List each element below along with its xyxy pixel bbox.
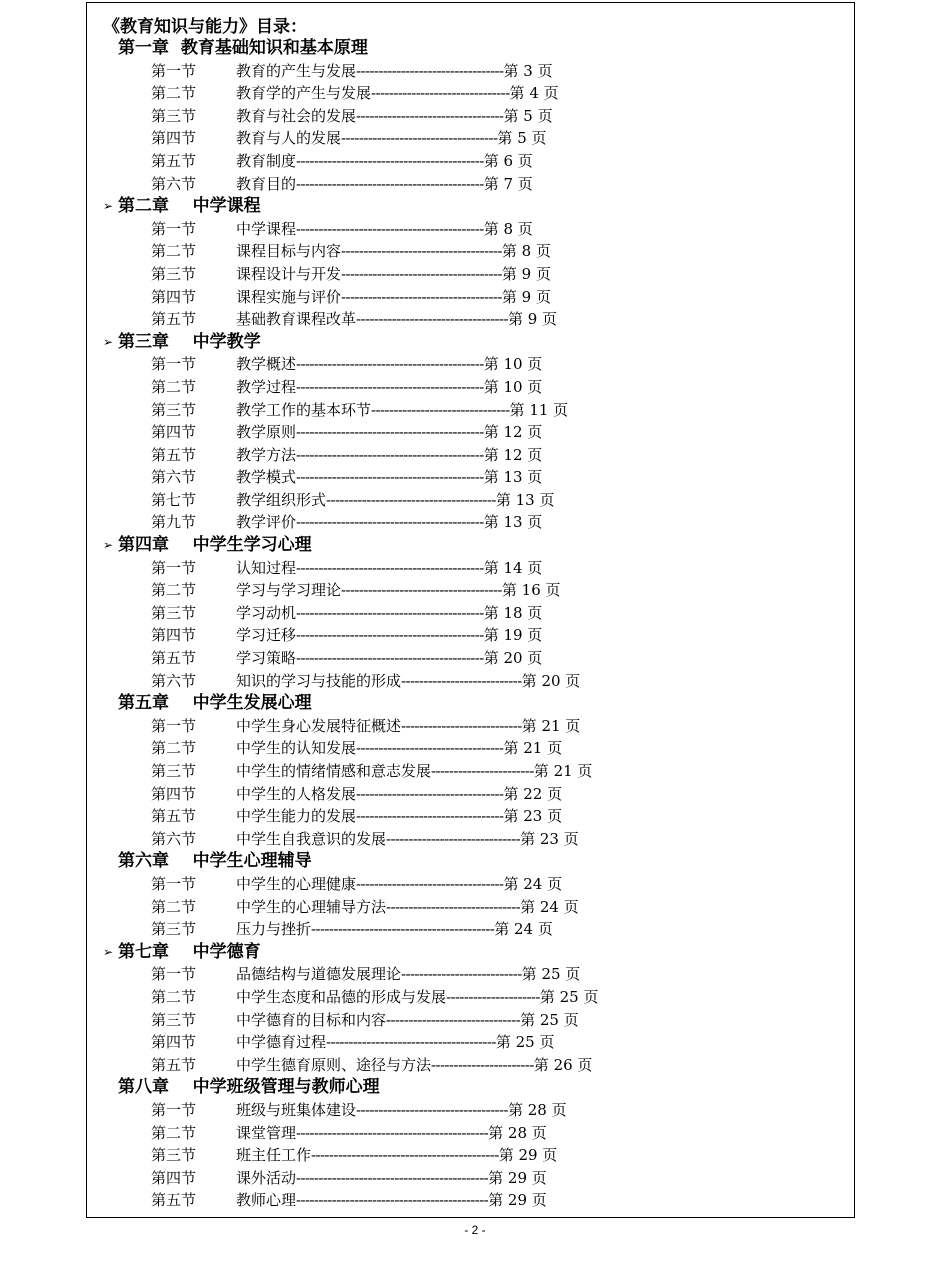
section-title: 中学生态度和品德的形成与发展 xyxy=(236,987,447,1006)
section-number: 第一节 xyxy=(151,355,197,374)
dot-leader: ------------------------------------ xyxy=(341,264,502,283)
dot-leader: ----------------------- xyxy=(431,1055,534,1074)
toc-entry[interactable] xyxy=(0,1099,950,1122)
page-reference: 第 6 页 xyxy=(483,151,533,170)
section-title: 中学生能力的发展 xyxy=(236,807,357,826)
section-title: 学习迁移 xyxy=(236,626,297,645)
section-number: 第三节 xyxy=(151,1146,197,1165)
dot-leader: ----------------------------------- xyxy=(341,129,498,148)
section-number: 第一节 xyxy=(151,965,197,984)
page-number: - 2 - xyxy=(464,1223,486,1237)
section-title: 教育的产生与发展 xyxy=(236,61,357,80)
section-title: 学习策略 xyxy=(236,649,297,668)
dot-leader: ------------------------------------------ xyxy=(296,377,484,396)
section-title: 教学过程 xyxy=(236,377,297,396)
dot-leader: --------------------------------- xyxy=(356,784,504,803)
chapter-heading[interactable] xyxy=(0,692,950,715)
page-reference: 第 7 页 xyxy=(483,174,533,193)
page-reference: 第 5 页 xyxy=(497,129,547,148)
toc-entry[interactable] xyxy=(0,376,950,399)
section-title: 中学生的人格发展 xyxy=(236,784,357,803)
section-number: 第六节 xyxy=(151,174,197,193)
section-title: 教学方法 xyxy=(236,445,297,464)
section-number: 第五节 xyxy=(151,1191,197,1210)
section-number: 第一节 xyxy=(151,558,197,577)
toc-entry[interactable] xyxy=(0,986,950,1009)
dot-leader: ------------------------------------------ xyxy=(296,174,484,193)
section-title: 教育学的产生与发展 xyxy=(236,84,372,103)
toc-entry[interactable] xyxy=(0,1189,950,1212)
section-number: 第九节 xyxy=(151,513,197,532)
toc-entry[interactable] xyxy=(0,1167,950,1190)
section-title: 中学生德育原则、途径与方法 xyxy=(236,1055,432,1074)
toc-entry[interactable] xyxy=(0,918,950,941)
section-number: 第二节 xyxy=(151,739,197,758)
dot-leader: ------------------------------------ xyxy=(341,287,502,306)
dot-leader: -------------------------------------- xyxy=(326,1033,496,1052)
section-number: 第五节 xyxy=(151,445,197,464)
section-title: 中学生的情绪情感和意志发展 xyxy=(236,762,432,780)
toc-entry[interactable] xyxy=(0,670,950,693)
section-title: 课程设计与开发 xyxy=(236,264,342,283)
page-reference: 第 18 页 xyxy=(483,603,543,622)
dot-leader: ------------------------------ xyxy=(386,829,521,848)
toc-entry[interactable] xyxy=(0,489,950,512)
dot-leader: ------------------------------------------ xyxy=(296,219,484,238)
section-title: 教学概述 xyxy=(236,355,297,374)
section-title: 中学生的认知发展 xyxy=(236,739,357,758)
toc-entry[interactable] xyxy=(0,511,950,534)
page-reference: 第 24 页 xyxy=(494,920,553,939)
section-title: 教育目的 xyxy=(236,174,297,193)
section-number: 第三节 xyxy=(151,400,197,419)
dot-leader: ------------------------------------------- xyxy=(296,1191,489,1210)
section-title: 班级与班集体建设 xyxy=(236,1100,357,1119)
dot-leader: --------------------------------- xyxy=(356,874,504,893)
page-reference: 第 29 页 xyxy=(488,1191,547,1210)
page-reference: 第 13 页 xyxy=(483,468,543,487)
section-title: 中学生的心理辅导方法 xyxy=(236,897,387,916)
dot-leader: ------------------------------------ xyxy=(341,242,502,261)
toc-entry[interactable] xyxy=(0,828,950,851)
page-reference: 第 21 页 xyxy=(503,739,563,758)
section-title: 教育制度 xyxy=(236,151,297,170)
page-reference: 第 25 页 xyxy=(539,987,599,1006)
section-number: 第二节 xyxy=(151,581,197,600)
page-reference: 第 9 页 xyxy=(507,310,558,329)
page-reference: 第 14 页 xyxy=(483,558,543,577)
dot-leader: --------------------------- xyxy=(401,671,522,690)
page-reference: 第 29 页 xyxy=(488,1168,547,1187)
page-reference: 第 20 页 xyxy=(521,671,581,690)
chapter-title: 第一章 教育基础知识和基本原理 xyxy=(118,38,368,58)
page-reference: 第 8 页 xyxy=(483,219,533,238)
dot-leader: ------------------------------------------ xyxy=(311,1146,499,1165)
section-number: 第二节 xyxy=(151,987,197,1006)
toc-entry[interactable] xyxy=(0,1144,950,1167)
dot-leader: -------------------------------------- xyxy=(326,490,496,509)
page-reference: 第 12 页 xyxy=(483,445,543,464)
section-number: 第七节 xyxy=(151,490,197,509)
section-title: 知识的学习与技能的形成 xyxy=(236,671,402,690)
dot-leader: ------------------------------------------ xyxy=(296,445,484,464)
section-number: 第四节 xyxy=(151,1168,197,1187)
page-reference: 第 12 页 xyxy=(483,423,543,442)
section-number: 第一节 xyxy=(151,716,197,735)
section-number: 第三节 xyxy=(151,762,197,780)
page-reference: 第 29 页 xyxy=(498,1146,558,1165)
section-number: 第二节 xyxy=(151,242,197,261)
chapter-heading[interactable] xyxy=(0,195,950,218)
page-reference: 第 11 页 xyxy=(509,400,569,419)
page-reference: 第 23 页 xyxy=(503,807,563,826)
dot-leader: --------------------------- xyxy=(401,965,522,984)
toc-entry[interactable] xyxy=(0,173,950,196)
page-reference: 第 13 页 xyxy=(483,513,543,532)
page-reference: 第 25 页 xyxy=(521,965,581,984)
section-title: 教育与社会的发展 xyxy=(236,106,357,125)
dot-leader: ------------------------------------------ xyxy=(296,423,484,442)
page-reference: 第 19 页 xyxy=(483,626,543,645)
bullet-arrow-icon: ➢ xyxy=(103,944,114,959)
toc-entry[interactable] xyxy=(0,127,950,150)
dot-leader: ---------------------------------- xyxy=(356,1100,508,1119)
dot-leader: ------------------------------------------ xyxy=(296,513,484,532)
page-reference: 第 13 页 xyxy=(495,490,555,509)
section-title: 课外活动 xyxy=(236,1168,297,1187)
chapter-title: 第八章 中学班级管理与教师心理 xyxy=(118,1077,380,1098)
dot-leader: ------------------------------------------ xyxy=(296,558,484,577)
page-reference: 第 21 页 xyxy=(521,716,581,735)
page-reference: 第 21 页 xyxy=(533,762,593,780)
toc-entry[interactable] xyxy=(0,579,950,602)
section-number: 第六节 xyxy=(151,829,197,848)
dot-leader: ------------------------------------------ xyxy=(296,649,484,668)
chapter-heading[interactable] xyxy=(0,331,950,354)
toc-entry[interactable] xyxy=(0,805,950,828)
section-title: 教学原则 xyxy=(236,423,297,442)
toc-entry[interactable] xyxy=(0,873,950,896)
section-title: 教学工作的基本环节 xyxy=(236,400,372,419)
chapter-heading[interactable] xyxy=(0,941,950,964)
chapter-heading[interactable] xyxy=(0,37,950,60)
section-number: 第四节 xyxy=(151,129,197,148)
section-number: 第三节 xyxy=(151,1010,197,1029)
toc-entry[interactable] xyxy=(0,60,950,83)
toc-entry[interactable] xyxy=(0,1054,950,1077)
section-number: 第二节 xyxy=(151,377,197,396)
dot-leader: --------------------- xyxy=(446,987,540,1006)
toc-entry[interactable] xyxy=(0,1122,950,1145)
page-reference: 第 20 页 xyxy=(483,649,543,668)
dot-leader: ----------------------------------------- xyxy=(311,920,495,939)
section-title: 课堂管理 xyxy=(236,1123,297,1142)
page-reference: 第 26 页 xyxy=(533,1055,593,1074)
page-reference: 第 24 页 xyxy=(503,874,563,893)
page-reference: 第 16 页 xyxy=(501,581,561,600)
toc-entry[interactable] xyxy=(0,624,950,647)
toc-entry[interactable] xyxy=(0,1031,950,1054)
document-title: 《教育知识与能力》目录： xyxy=(103,17,307,37)
section-title: 学习动机 xyxy=(236,603,297,622)
section-title: 中学生的心理健康 xyxy=(236,874,357,893)
dot-leader: --------------------------------- xyxy=(356,739,504,758)
chapter-title: 第三章 中学教学 xyxy=(118,331,261,352)
section-number: 第六节 xyxy=(151,468,197,487)
toc-entry[interactable] xyxy=(0,444,950,467)
toc-entry[interactable] xyxy=(0,353,950,376)
toc-entry[interactable] xyxy=(0,602,950,625)
section-number: 第四节 xyxy=(151,423,197,442)
section-number: 第一节 xyxy=(151,219,197,238)
toc-entry[interactable] xyxy=(0,308,950,331)
dot-leader: --------------------------- xyxy=(401,716,522,735)
page-reference: 第 10 页 xyxy=(483,377,543,396)
page-reference: 第 24 页 xyxy=(520,897,579,916)
section-title: 压力与挫折 xyxy=(236,920,312,939)
toc-entry[interactable] xyxy=(0,557,950,580)
toc-entry[interactable] xyxy=(0,715,950,738)
section-title: 品德结构与道德发展理论 xyxy=(236,965,402,984)
chapter-heading[interactable] xyxy=(0,534,950,557)
section-title: 教学组织形式 xyxy=(236,490,327,509)
chapter-heading[interactable] xyxy=(0,1076,950,1099)
dot-leader: ---------------------------------- xyxy=(356,310,508,329)
section-title: 中学课程 xyxy=(236,219,297,238)
section-title: 中学生身心发展特征概述 xyxy=(236,716,402,735)
chapter-title: 第五章 中学生发展心理 xyxy=(118,693,312,714)
toc-entry[interactable] xyxy=(0,783,950,806)
section-number: 第五节 xyxy=(151,151,197,170)
section-title: 基础教育课程改革 xyxy=(236,310,357,329)
page-reference: 第 28 页 xyxy=(507,1100,567,1119)
dot-leader: --------------------------------- xyxy=(356,807,504,826)
section-title: 中学德育的目标和内容 xyxy=(236,1010,387,1029)
section-number: 第五节 xyxy=(151,1055,197,1074)
section-number: 第一节 xyxy=(151,61,197,80)
dot-leader: ------------------------------------------ xyxy=(296,151,484,170)
dot-leader: --------------------------------- xyxy=(356,61,504,80)
section-number: 第一节 xyxy=(151,1100,197,1119)
toc-entry[interactable] xyxy=(0,963,950,986)
section-number: 第四节 xyxy=(151,626,197,645)
section-number: 第六节 xyxy=(151,671,197,690)
page-reference: 第 8 页 xyxy=(501,242,551,261)
bullet-arrow-icon: ➢ xyxy=(103,199,114,214)
section-number: 第四节 xyxy=(151,287,197,306)
section-title: 教学模式 xyxy=(236,468,297,487)
toc-entry[interactable] xyxy=(0,421,950,444)
section-title: 教师心理 xyxy=(236,1191,297,1210)
toc-entry[interactable] xyxy=(0,286,950,309)
section-number: 第三节 xyxy=(151,264,197,283)
section-number: 第二节 xyxy=(151,897,197,916)
toc-entry[interactable] xyxy=(0,466,950,489)
toc-entry[interactable] xyxy=(0,240,950,263)
section-title: 学习与学习理论 xyxy=(236,581,342,600)
toc-entry[interactable] xyxy=(0,105,950,128)
page-reference: 第 10 页 xyxy=(483,355,543,374)
toc-entry[interactable] xyxy=(0,896,950,919)
section-number: 第二节 xyxy=(151,1123,197,1142)
bullet-arrow-icon: ➢ xyxy=(103,334,114,349)
dot-leader: ----------------------- xyxy=(431,762,534,780)
section-number: 第五节 xyxy=(151,310,197,329)
toc-entry[interactable] xyxy=(0,1009,950,1032)
table-of-contents xyxy=(0,37,950,1212)
dot-leader: ------------------------------------ xyxy=(341,581,502,600)
dot-leader: ------------------------------------------- xyxy=(296,1168,489,1187)
page-reference: 第 4 页 xyxy=(509,84,559,103)
dot-leader: ------------------------------ xyxy=(386,897,521,916)
page-reference: 第 3 页 xyxy=(503,61,553,80)
section-number: 第四节 xyxy=(151,784,197,803)
page-reference: 第 9 页 xyxy=(501,287,551,306)
section-number: 第五节 xyxy=(151,649,197,668)
section-title: 课程实施与评价 xyxy=(236,287,342,306)
chapter-title: 第二章 中学课程 xyxy=(118,196,261,217)
toc-entry[interactable] xyxy=(0,399,950,422)
chapter-title: 第七章 中学德育 xyxy=(118,941,261,962)
toc-entry[interactable] xyxy=(0,647,950,670)
section-number: 第三节 xyxy=(151,106,197,125)
section-number: 第二节 xyxy=(151,84,197,103)
dot-leader: ------------------------------------------ xyxy=(296,355,484,374)
page-reference: 第 25 页 xyxy=(520,1010,579,1029)
section-title: 认知过程 xyxy=(236,558,297,577)
dot-leader: ------------------------------------------- xyxy=(296,1123,489,1142)
chapter-heading[interactable] xyxy=(0,850,950,873)
page-reference: 第 25 页 xyxy=(495,1033,555,1052)
dot-leader: ------------------------------------------ xyxy=(296,626,484,645)
toc-entry[interactable] xyxy=(0,737,950,760)
dot-leader: ------------------------------ xyxy=(386,1010,521,1029)
page-reference: 第 9 页 xyxy=(501,264,551,283)
chapter-title: 第四章 中学生学习心理 xyxy=(118,535,312,556)
section-title: 教学评价 xyxy=(236,513,297,532)
section-number: 第四节 xyxy=(151,1033,197,1052)
section-title: 课程目标与内容 xyxy=(236,242,342,261)
page-reference: 第 22 页 xyxy=(503,784,563,803)
toc-entry[interactable] xyxy=(0,760,950,783)
section-title: 中学生自我意识的发展 xyxy=(236,829,387,848)
section-number: 第一节 xyxy=(151,874,197,893)
toc-entry[interactable] xyxy=(0,150,950,173)
section-number: 第三节 xyxy=(151,920,197,939)
page-reference: 第 28 页 xyxy=(488,1123,547,1142)
dot-leader: ------------------------------- xyxy=(371,400,510,419)
dot-leader: ------------------------------------------ xyxy=(296,603,484,622)
page-reference: 第 23 页 xyxy=(520,829,579,848)
page-reference: 第 5 页 xyxy=(503,106,553,125)
dot-leader: ------------------------------- xyxy=(371,84,510,103)
dot-leader: ------------------------------------------ xyxy=(296,468,484,487)
toc-entry[interactable] xyxy=(0,263,950,286)
toc-entry[interactable] xyxy=(0,82,950,105)
section-number: 第五节 xyxy=(151,807,197,826)
bullet-arrow-icon: ➢ xyxy=(103,538,114,553)
toc-entry[interactable] xyxy=(0,218,950,241)
section-title: 教育与人的发展 xyxy=(236,129,342,148)
section-title: 中学德育过程 xyxy=(236,1033,327,1052)
section-number: 第三节 xyxy=(151,603,197,622)
dot-leader: --------------------------------- xyxy=(356,106,504,125)
chapter-title: 第六章 中学生心理辅导 xyxy=(118,851,312,872)
section-title: 班主任工作 xyxy=(236,1146,312,1165)
